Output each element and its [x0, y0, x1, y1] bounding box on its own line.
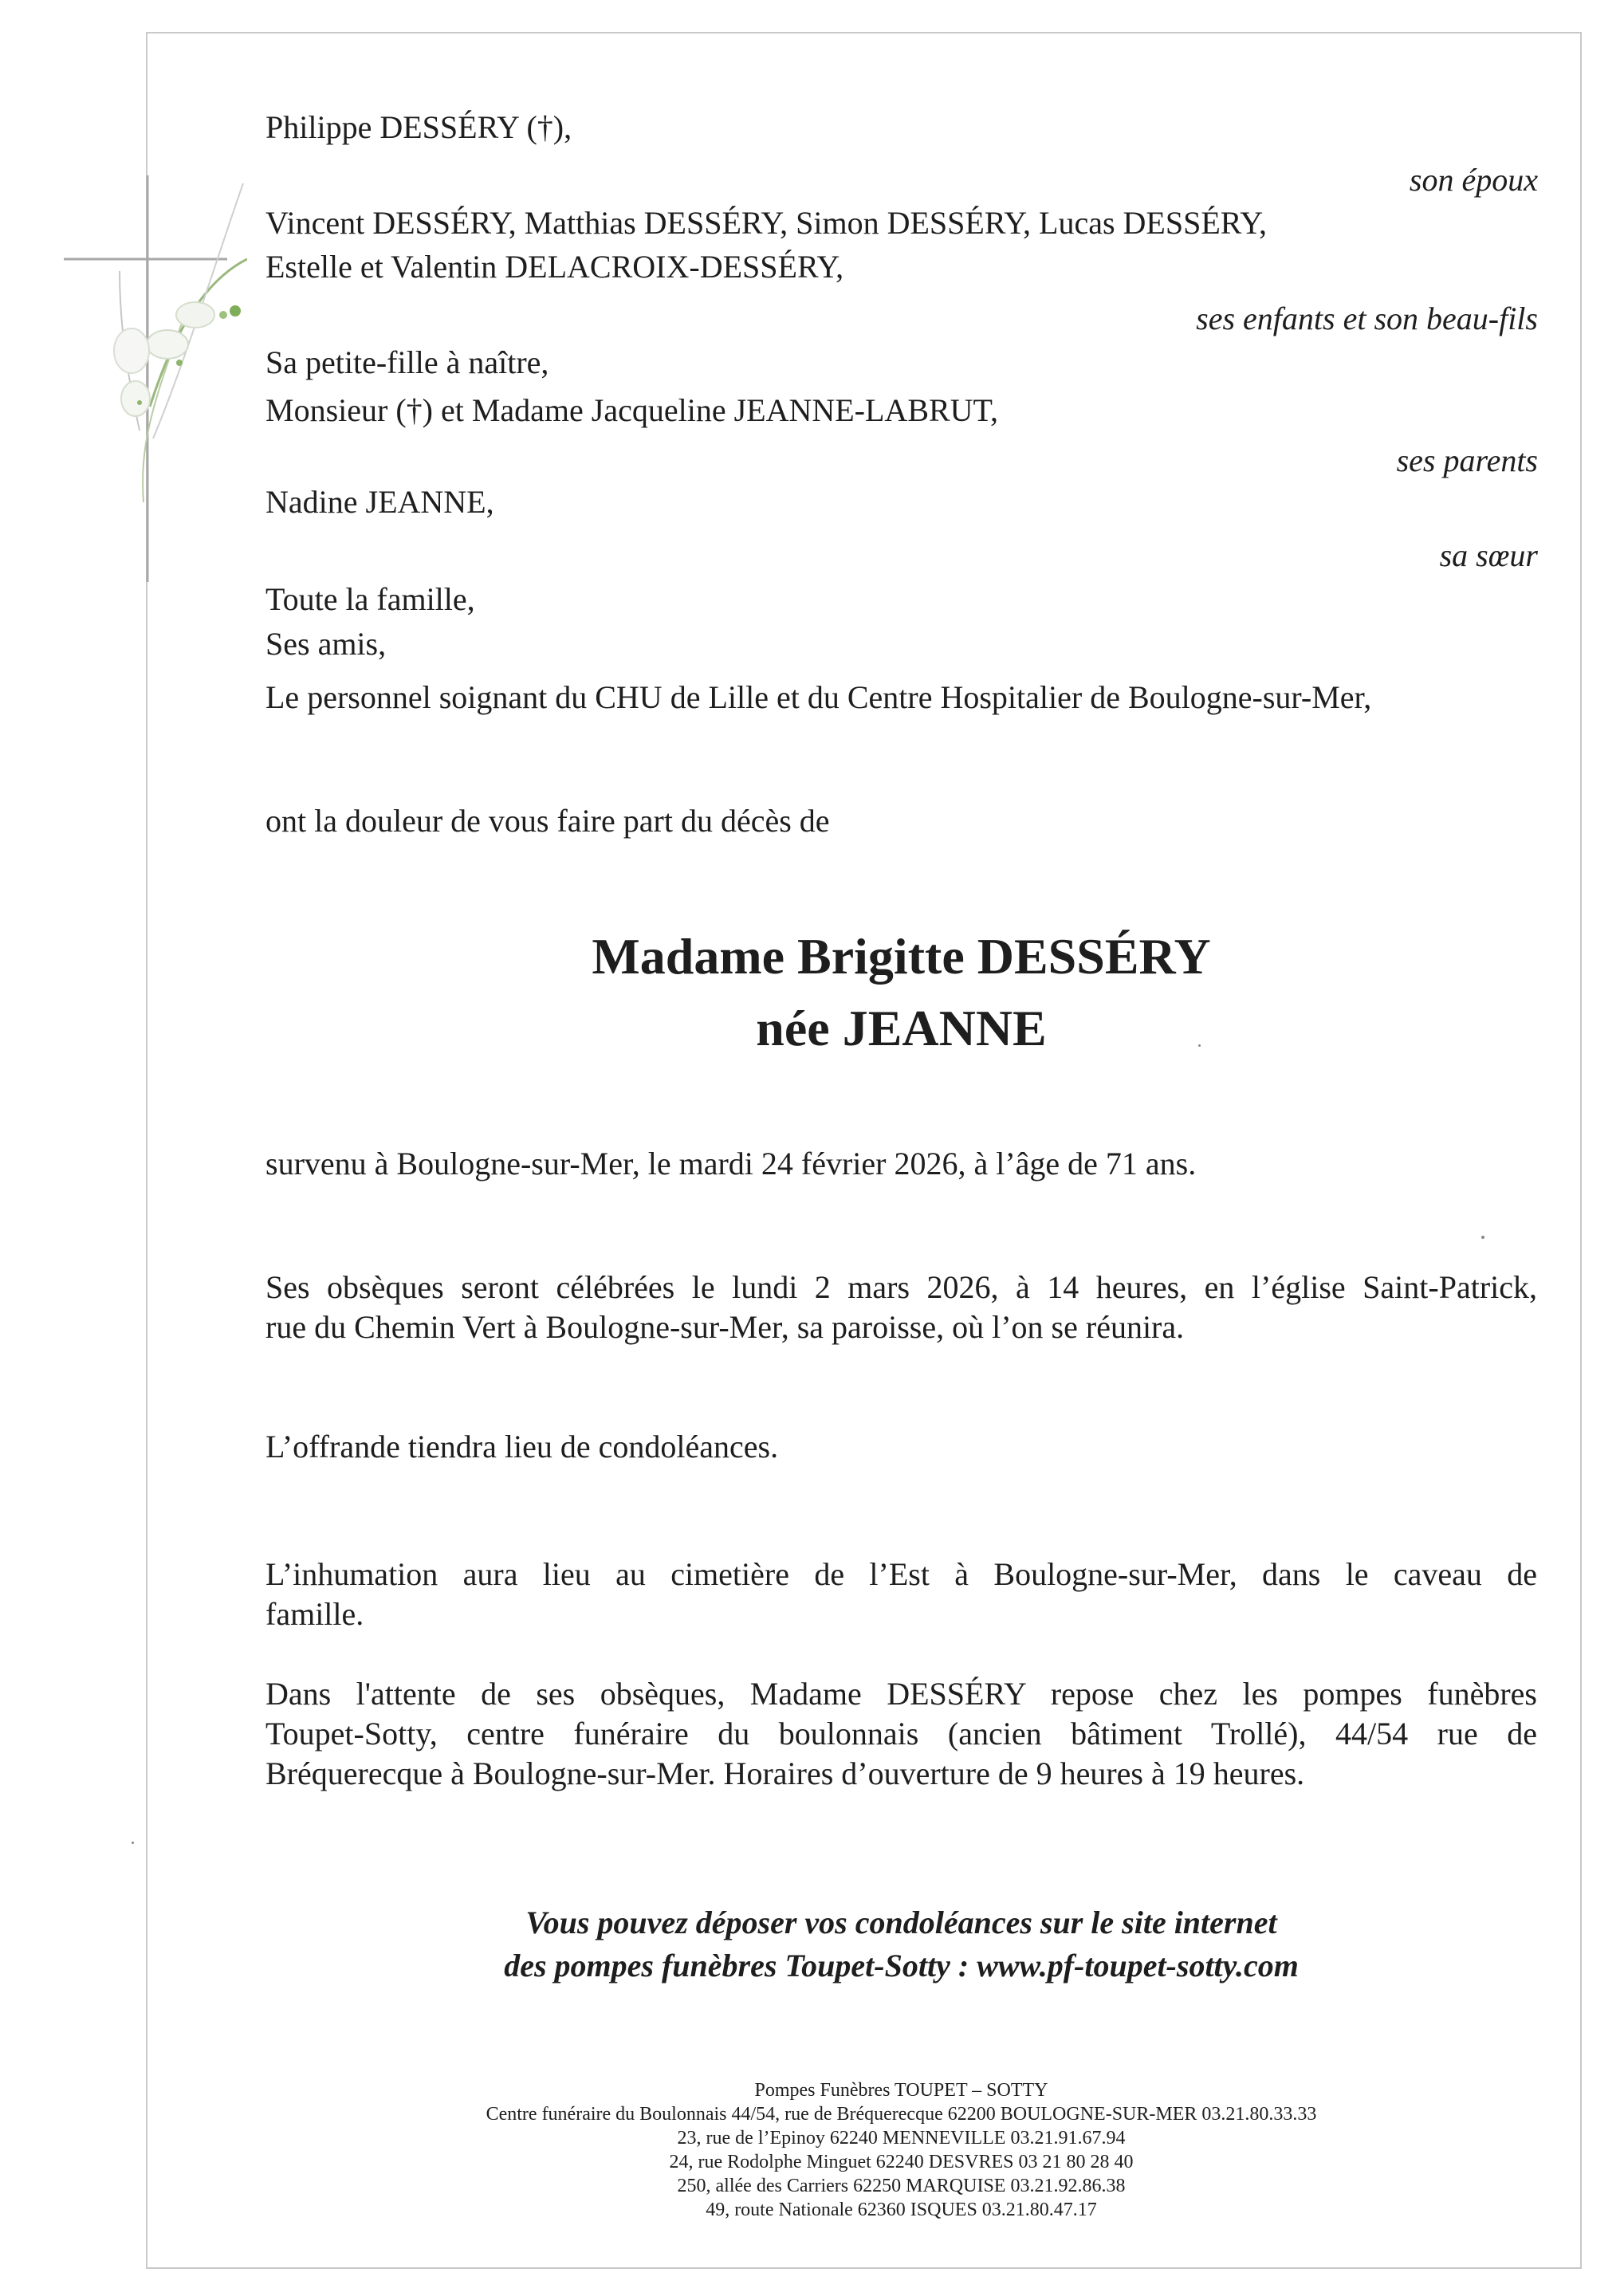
cross-lily-decoration-icon [64, 167, 247, 590]
burial-line: L’inhumation aura lieu au cimetière de l’Est à Boulogne-sur-Mer, dans le caveau de [265, 1556, 1537, 1592]
relation-husband: son époux [1409, 162, 1538, 198]
footer-address-boulogne: Centre funéraire du Boulonnais 44/54, rue de Bréquerecque 62200 BOULOGNE-SUR-MER 03.21.80.33.33 [486, 2104, 1317, 2125]
family-line-friends: Ses amis, [265, 626, 387, 662]
family-line-children: Vincent DESSÉRY, Matthias DESSÉRY, Simon DESSÉRY, Lucas DESSÉRY, [265, 205, 1267, 241]
family-line-sister: Nadine JEANNE, [265, 484, 494, 520]
deceased-maiden-name: née JEANNE [756, 1000, 1047, 1056]
footer-company: Pompes Funèbres TOUPET – SOTTY [754, 2080, 1048, 2101]
relation-sister: sa sœur [1439, 537, 1538, 573]
burial-line: famille. [265, 1596, 364, 1632]
funeral-paragraph [265, 1268, 1537, 1347]
family-line-granddaughter: Sa petite-fille à naître, [265, 344, 549, 380]
burial-paragraph [265, 1555, 1537, 1634]
relation-parents: ses parents [1396, 442, 1538, 478]
scan-speck [1198, 1044, 1201, 1047]
condolences-line-2: des pompes funèbres Toupet-Sotty : www.pf-toupet-sotty.com [504, 1948, 1299, 1983]
footer-address-menneville: 23, rue de l’Epinoy 62240 MENNEVILLE 03.21.91.67.94 [677, 2128, 1126, 2149]
condolences-line-1: Vous pouvez déposer vos condoléances sur le site internet [525, 1905, 1277, 1940]
announcement-text: ont la douleur de vous faire part du décès de [265, 803, 830, 839]
family-line-children-in-law: Estelle et Valentin DELACROIX-DESSÉRY, [265, 249, 844, 285]
footer-address-isques: 49, route Nationale 62360 ISQUES 03.21.80.47.17 [706, 2200, 1097, 2220]
viewing-line: Bréquerecque à Boulogne-sur-Mer. Horaires d’ouverture de 9 heures à 19 heures. [265, 1755, 1305, 1791]
viewing-paragraph [265, 1674, 1537, 1794]
funeral-line: rue du Chemin Vert à Boulogne-sur-Mer, sa paroisse, où l’on se réunira. [265, 1309, 1185, 1345]
family-line-parents: Monsieur (†) et Madame Jacqueline JEANNE-LABRUT, [265, 392, 999, 428]
scan-speck [1481, 1236, 1484, 1239]
relation-children: ses enfants et son beau-fils [1196, 301, 1538, 336]
funeral-line: Ses obsèques seront célébrées le lundi 2 mars 2026, à 14 heures, en l’église Saint-Patrick, [265, 1269, 1537, 1305]
family-line-family: Toute la famille, [265, 581, 475, 617]
scan-speck [132, 1842, 134, 1844]
viewing-line: Toupet-Sotty, centre funéraire du boulonnais (ancien bâtiment Trollé), 44/54 rue de [265, 1716, 1537, 1751]
viewing-line: Dans l'attente de ses obsèques, Madame DESSÉRY repose chez les pompes funèbres [265, 1676, 1537, 1712]
footer-address-desvres: 24, rue Rodolphe Minguet 62240 DESVRES 03 21 80 28 40 [669, 2152, 1134, 2172]
deceased-name: Madame Brigitte DESSÉRY [592, 928, 1211, 985]
family-line-husband: Philippe DESSÉRY (†), [265, 109, 572, 145]
death-notice: survenu à Boulogne-sur-Mer, le mardi 24 février 2026, à l’âge de 71 ans. [265, 1146, 1197, 1181]
family-line-medical-staff: Le personnel soignant du CHU de Lille et du Centre Hospitalier de Boulogne-sur-Mer, [265, 679, 1372, 715]
footer-address-marquise: 250, allée des Carriers 62250 MARQUISE 03.21.92.86.38 [677, 2176, 1126, 2196]
offering-text: L’offrande tiendra lieu de condoléances. [265, 1429, 779, 1464]
